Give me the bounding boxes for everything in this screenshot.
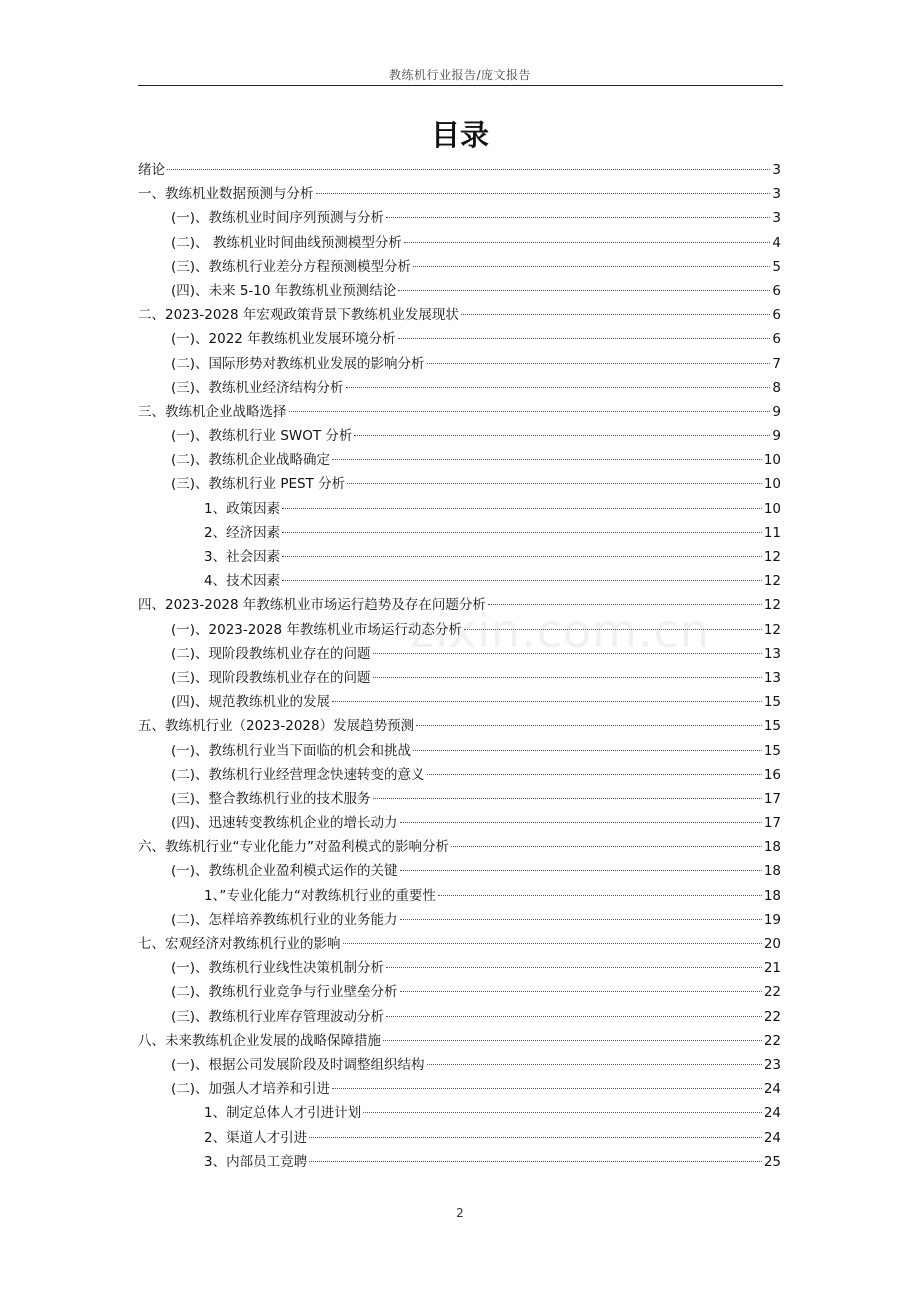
toc-entry[interactable] — [138, 859, 781, 883]
toc-dot-leader — [316, 192, 771, 194]
toc-entry-page: 15 — [763, 694, 781, 711]
toc-entry-title: (一)、教练机行业当下面临的机会和挑战 — [171, 742, 412, 759]
toc-entry-title: (三)、整合教练机行业的技术服务 — [171, 790, 371, 807]
toc-dot-leader — [363, 1111, 762, 1113]
toc-entry-title: (三)、现阶段教练机业存在的问题 — [171, 669, 371, 686]
toc-entry[interactable] — [138, 206, 781, 230]
toc-dot-leader — [332, 458, 762, 460]
toc-entry-page: 4 — [772, 234, 781, 251]
toc-entry-page: 22 — [763, 1032, 781, 1049]
toc-entry-page: 3 — [772, 210, 781, 227]
toc-entry[interactable] — [138, 231, 781, 255]
watermark-text: zixin.com.cn — [410, 604, 711, 658]
toc-entry-page: 10 — [763, 476, 781, 493]
toc-dot-leader — [427, 362, 771, 364]
toc-dot-leader — [354, 434, 770, 436]
toc-dot-leader — [282, 531, 762, 533]
toc-entry[interactable] — [138, 255, 781, 279]
table-of-contents — [138, 158, 781, 1174]
toc-entry-page: 18 — [763, 863, 781, 880]
toc-entry[interactable] — [138, 811, 781, 835]
toc-dot-leader — [438, 894, 762, 896]
toc-entry[interactable] — [138, 279, 781, 303]
toc-entry[interactable] — [138, 1005, 781, 1029]
toc-entry-page: 5 — [772, 258, 781, 275]
toc-dot-leader — [398, 337, 771, 339]
running-header: 教练机行业报告/庞文报告 — [388, 68, 532, 82]
toc-entry[interactable] — [138, 642, 781, 666]
toc-dot-leader — [373, 797, 762, 799]
toc-entry-title: (三)、教练机行业差分方程预测模型分析 — [171, 258, 412, 275]
header-divider — [138, 85, 783, 86]
toc-dot-leader — [464, 628, 762, 630]
toc-dot-leader — [427, 1063, 762, 1065]
toc-entry-title: (二)、怎样培养教练机行业的业务能力 — [171, 911, 398, 928]
toc-entry-title: (一)、教练机行业线性决策机制分析 — [171, 960, 385, 977]
toc-entry-title: (一)、教练机业时间序列预测与分析 — [171, 210, 385, 227]
toc-dot-leader — [167, 168, 770, 170]
toc-entry-title: (二)、 教练机业时间曲线预测模型分析 — [171, 234, 402, 251]
toc-entry-page: 8 — [772, 379, 781, 396]
toc-dot-leader — [332, 700, 762, 702]
toc-entry-page: 22 — [763, 1008, 781, 1025]
toc-dot-leader — [332, 1087, 762, 1089]
toc-entry-title: (三)、教练机业经济结构分析 — [171, 379, 344, 396]
toc-dot-leader — [309, 1136, 762, 1138]
toc-entry[interactable] — [138, 884, 781, 908]
toc-entry-page: 18 — [763, 887, 781, 904]
toc-entry-title: 五、教练机行业（2023-2028）发展趋势预测 — [138, 718, 415, 735]
toc-dot-leader — [400, 918, 762, 920]
toc-dot-leader — [461, 313, 771, 315]
toc-entry-page: 21 — [763, 960, 781, 977]
toc-entry[interactable] — [138, 763, 781, 787]
toc-entry[interactable] — [138, 1150, 781, 1174]
toc-entry-title: (二)、教练机行业竞争与行业壁垒分析 — [171, 984, 398, 1001]
page-number: 2 — [456, 1206, 464, 1220]
toc-entry-title: 1、制定总体人才引进计划 — [204, 1105, 362, 1122]
toc-entry[interactable] — [138, 1053, 781, 1077]
toc-dot-leader — [386, 216, 770, 218]
toc-entry-title: 二、2023-2028 年宏观政策背景下教练机业发展现状 — [138, 307, 459, 324]
toc-entry-title: (一)、教练机行业 SWOT 分析 — [171, 428, 353, 445]
toc-entry-title: 2、经济因素 — [204, 524, 281, 541]
toc-entry[interactable] — [138, 908, 781, 932]
toc-entry-title: (一)、教练机企业盈利模式运作的关键 — [171, 863, 398, 880]
toc-entry-title: (三)、教练机行业 PEST 分析 — [171, 476, 346, 493]
toc-entry-title: (一)、2023-2028 年教练机业市场运行动态分析 — [171, 621, 462, 638]
toc-entry[interactable] — [138, 666, 781, 690]
toc-entry[interactable] — [138, 352, 781, 376]
toc-dot-leader — [400, 869, 762, 871]
toc-entry-page: 15 — [763, 742, 781, 759]
toc-dot-leader — [451, 845, 762, 847]
toc-entry-title: 1、”专业化能力“对教练机行业的重要性 — [204, 887, 436, 904]
toc-entry-page: 3 — [772, 162, 781, 178]
toc-entry-title: 四、2023-2028 年教练机业市场运行趋势及存在问题分析 — [138, 597, 486, 614]
toc-dot-leader — [282, 579, 762, 581]
toc-entry-title: 六、教练机行业“专业化能力”对盈利模式的影响分析 — [138, 839, 449, 856]
toc-entry-page: 11 — [763, 524, 781, 541]
toc-entry-title: (二)、国际形势对教练机业发展的影响分析 — [171, 355, 425, 372]
toc-entry-page: 7 — [772, 355, 781, 372]
toc-entry-page: 24 — [763, 1129, 781, 1146]
toc-entry-page: 15 — [763, 718, 781, 735]
toc-entry[interactable] — [138, 1029, 781, 1053]
toc-entry-title: (二)、现阶段教练机业存在的问题 — [171, 645, 371, 662]
toc-dot-leader — [383, 1039, 762, 1041]
toc-entry-page: 9 — [772, 403, 781, 420]
toc-entry-title: 3、内部员工竞聘 — [204, 1153, 308, 1170]
toc-entry-title: 3、社会因素 — [204, 549, 281, 565]
toc-entry-page: 12 — [763, 597, 781, 614]
toc-dot-leader — [413, 749, 762, 751]
toc-entry-page: 24 — [763, 1081, 781, 1098]
toc-entry-page: 20 — [763, 936, 781, 952]
toc-entry-page: 23 — [763, 1056, 781, 1073]
toc-dot-leader — [289, 410, 771, 412]
toc-dot-leader — [400, 990, 762, 992]
page-title: 目录 — [430, 118, 489, 152]
toc-entry-title: (四)、未来 5-10 年教练机业预测结论 — [171, 282, 397, 299]
toc-entry-title: 绪论 — [138, 162, 165, 178]
toc-entry-title: (二)、教练机企业战略确定 — [171, 452, 331, 469]
toc-entry[interactable] — [138, 593, 781, 617]
toc-entry[interactable] — [138, 448, 781, 472]
toc-entry[interactable] — [138, 400, 781, 424]
toc-entry[interactable] — [138, 497, 781, 521]
toc-entry-title: 七、宏观经济对教练机行业的影响 — [138, 936, 341, 952]
toc-dot-leader — [282, 555, 762, 557]
toc-entry[interactable] — [138, 376, 781, 400]
toc-entry-title: 一、教练机业数据预测与分析 — [138, 186, 314, 203]
toc-entry-page: 12 — [763, 549, 781, 565]
toc-dot-leader — [373, 652, 762, 654]
toc-entry-title: (二)、教练机行业经营理念快速转变的意义 — [171, 766, 425, 783]
toc-entry[interactable] — [138, 303, 781, 327]
toc-entry-title: (一)、2022 年教练机业发展环境分析 — [171, 331, 396, 348]
toc-entry[interactable] — [138, 835, 781, 859]
toc-entry-title: (三)、教练机行业库存管理波动分析 — [171, 1008, 385, 1025]
toc-entry[interactable] — [138, 521, 781, 545]
toc-dot-leader — [309, 1160, 762, 1162]
toc-entry-page: 6 — [772, 282, 781, 299]
toc-dot-leader — [416, 724, 762, 726]
toc-entry-page: 25 — [763, 1153, 781, 1170]
toc-dot-leader — [343, 942, 762, 944]
toc-dot-leader — [386, 966, 762, 968]
toc-entry-title: (一)、根据公司发展阶段及时调整组织结构 — [171, 1056, 425, 1073]
toc-dot-leader — [347, 482, 762, 484]
toc-entry-page: 18 — [763, 839, 781, 856]
toc-entry-page: 16 — [763, 766, 781, 783]
toc-dot-leader — [282, 507, 762, 509]
toc-entry-title: 4、技术因素 — [204, 573, 281, 590]
toc-entry-page: 3 — [772, 186, 781, 203]
toc-entry-page: 24 — [763, 1105, 781, 1122]
toc-entry[interactable] — [138, 158, 781, 182]
toc-entry[interactable] — [138, 424, 781, 448]
toc-dot-leader — [373, 676, 762, 678]
toc-entry[interactable] — [138, 690, 781, 714]
toc-entry-title: 八、未来教练机企业发展的战略保障措施 — [138, 1032, 381, 1049]
toc-entry[interactable] — [138, 327, 781, 351]
toc-entry-page: 13 — [763, 669, 781, 686]
toc-entry[interactable] — [138, 980, 781, 1004]
toc-entry-page: 12 — [763, 573, 781, 590]
toc-dot-leader — [488, 603, 762, 605]
toc-entry[interactable] — [138, 1101, 781, 1125]
toc-dot-leader — [386, 1015, 762, 1017]
toc-entry-page: 17 — [763, 815, 781, 832]
toc-entry[interactable] — [138, 545, 781, 569]
toc-dot-leader — [346, 386, 771, 388]
toc-entry-page: 9 — [772, 428, 781, 445]
toc-dot-leader — [398, 289, 770, 291]
toc-entry-title: (四)、规范教练机业的发展 — [171, 694, 331, 711]
toc-dot-leader — [400, 821, 762, 823]
toc-entry[interactable] — [138, 1126, 781, 1150]
toc-dot-leader — [413, 265, 770, 267]
toc-entry-page: 13 — [763, 645, 781, 662]
toc-entry[interactable] — [138, 569, 781, 593]
toc-entry-page: 19 — [763, 911, 781, 928]
toc-entry-title: 2、渠道人才引进 — [204, 1129, 308, 1146]
toc-entry-page: 6 — [772, 331, 781, 348]
toc-entry[interactable] — [138, 714, 781, 738]
toc-entry-title: (二)、加强人才培养和引进 — [171, 1081, 331, 1098]
toc-entry-page: 12 — [763, 621, 781, 638]
toc-entry-page: 17 — [763, 790, 781, 807]
toc-entry-page: 6 — [772, 307, 781, 324]
toc-entry-page: 10 — [763, 500, 781, 517]
toc-entry-page: 10 — [763, 452, 781, 469]
toc-entry[interactable] — [138, 472, 781, 496]
toc-entry[interactable] — [138, 618, 781, 642]
toc-entry[interactable] — [138, 956, 781, 980]
toc-entry-page: 22 — [763, 984, 781, 1001]
toc-entry[interactable] — [138, 787, 781, 811]
toc-entry[interactable] — [138, 932, 781, 956]
toc-entry-title: 1、政策因素 — [204, 500, 281, 517]
toc-entry[interactable] — [138, 1077, 781, 1101]
toc-dot-leader — [427, 773, 762, 775]
toc-entry-title: 三、教练机企业战略选择 — [138, 403, 287, 420]
toc-dot-leader — [404, 241, 771, 243]
toc-entry[interactable] — [138, 739, 781, 763]
toc-entry-title: (四)、迅速转变教练机企业的增长动力 — [171, 815, 398, 832]
toc-entry[interactable] — [138, 182, 781, 206]
